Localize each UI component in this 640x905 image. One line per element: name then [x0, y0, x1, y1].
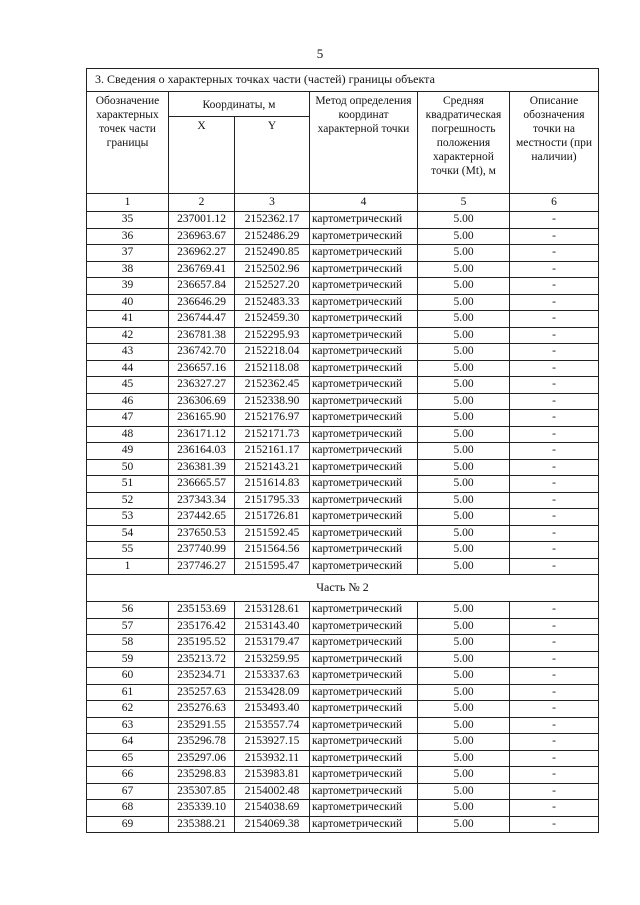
- point-id-cell: 55: [87, 542, 169, 559]
- error-cell: 5.00: [418, 509, 510, 526]
- description-cell: -: [510, 228, 599, 245]
- method-cell: картометрический: [310, 525, 418, 542]
- point-id-cell: 60: [87, 668, 169, 685]
- description-cell: -: [510, 800, 599, 817]
- point-id-cell: 66: [87, 767, 169, 784]
- error-cell: 5.00: [418, 701, 510, 718]
- method-cell: картометрический: [310, 701, 418, 718]
- x-coordinate-cell: 236164.03: [169, 443, 235, 460]
- table-row: [87, 344, 599, 361]
- error-cell: 5.00: [418, 377, 510, 394]
- y-coordinate-cell: 2153927.15: [235, 734, 310, 751]
- point-id-cell: 54: [87, 525, 169, 542]
- error-cell: 5.00: [418, 360, 510, 377]
- point-id-cell: 41: [87, 311, 169, 328]
- column-number: 4: [310, 194, 418, 212]
- table-row: [87, 278, 599, 295]
- method-cell: картометрический: [310, 783, 418, 800]
- y-coordinate-cell: 2153557.74: [235, 717, 310, 734]
- x-coordinate-cell: 235291.55: [169, 717, 235, 734]
- point-id-cell: 48: [87, 426, 169, 443]
- x-coordinate-cell: 237343.34: [169, 492, 235, 509]
- x-coordinate-cell: 236327.27: [169, 377, 235, 394]
- point-id-cell: 50: [87, 459, 169, 476]
- method-cell: картометрический: [310, 278, 418, 295]
- x-coordinate-cell: 235307.85: [169, 783, 235, 800]
- x-coordinate-cell: 235234.71: [169, 668, 235, 685]
- method-cell: картометрический: [310, 509, 418, 526]
- header-error: Средняя квадратическая погрешность положения характерной точки (Mt), м: [418, 92, 510, 194]
- y-coordinate-cell: 2152143.21: [235, 459, 310, 476]
- y-coordinate-cell: 2151795.33: [235, 492, 310, 509]
- point-id-cell: 63: [87, 717, 169, 734]
- description-cell: -: [510, 542, 599, 559]
- description-cell: -: [510, 509, 599, 526]
- y-coordinate-cell: 2151595.47: [235, 558, 310, 575]
- point-id-cell: 68: [87, 800, 169, 817]
- description-cell: -: [510, 525, 599, 542]
- error-cell: 5.00: [418, 294, 510, 311]
- x-coordinate-cell: 236962.27: [169, 245, 235, 262]
- description-cell: -: [510, 717, 599, 734]
- error-cell: 5.00: [418, 800, 510, 817]
- x-coordinate-cell: 236657.84: [169, 278, 235, 295]
- description-cell: -: [510, 278, 599, 295]
- header-point: Обозначение характерных точек части границы: [87, 92, 169, 194]
- method-cell: картометрический: [310, 750, 418, 767]
- error-cell: 5.00: [418, 245, 510, 262]
- y-coordinate-cell: 2154038.69: [235, 800, 310, 817]
- table-row: [87, 734, 599, 751]
- point-id-cell: 42: [87, 327, 169, 344]
- point-id-cell: 69: [87, 816, 169, 833]
- y-coordinate-cell: 2152502.96: [235, 261, 310, 278]
- description-cell: -: [510, 492, 599, 509]
- x-coordinate-cell: 235276.63: [169, 701, 235, 718]
- table-row: [87, 651, 599, 668]
- table-row: [87, 443, 599, 460]
- point-id-cell: 35: [87, 212, 169, 229]
- x-coordinate-cell: 236742.70: [169, 344, 235, 361]
- x-coordinate-cell: 236657.16: [169, 360, 235, 377]
- error-cell: 5.00: [418, 327, 510, 344]
- description-cell: -: [510, 426, 599, 443]
- x-coordinate-cell: 235388.21: [169, 816, 235, 833]
- y-coordinate-cell: 2152338.90: [235, 393, 310, 410]
- method-cell: картометрический: [310, 602, 418, 619]
- y-coordinate-cell: 2152486.29: [235, 228, 310, 245]
- point-id-cell: 39: [87, 278, 169, 295]
- column-numbers-row: [87, 194, 599, 212]
- part-2-title: Часть № 2: [87, 575, 599, 602]
- error-cell: 5.00: [418, 228, 510, 245]
- point-id-cell: 64: [87, 734, 169, 751]
- error-cell: 5.00: [418, 558, 510, 575]
- point-id-cell: 61: [87, 684, 169, 701]
- y-coordinate-cell: 2152218.04: [235, 344, 310, 361]
- description-cell: -: [510, 261, 599, 278]
- x-coordinate-cell: 235339.10: [169, 800, 235, 817]
- point-id-cell: 59: [87, 651, 169, 668]
- y-coordinate-cell: 2153259.95: [235, 651, 310, 668]
- error-cell: 5.00: [418, 311, 510, 328]
- description-cell: -: [510, 360, 599, 377]
- description-cell: -: [510, 245, 599, 262]
- y-coordinate-cell: 2153337.63: [235, 668, 310, 685]
- error-cell: 5.00: [418, 278, 510, 295]
- method-cell: картометрический: [310, 327, 418, 344]
- column-number: 6: [510, 194, 599, 212]
- description-cell: -: [510, 476, 599, 493]
- description-cell: -: [510, 750, 599, 767]
- description-cell: -: [510, 816, 599, 833]
- method-cell: картометрический: [310, 311, 418, 328]
- error-cell: 5.00: [418, 492, 510, 509]
- point-id-cell: 58: [87, 635, 169, 652]
- y-coordinate-cell: 2151614.83: [235, 476, 310, 493]
- description-cell: -: [510, 459, 599, 476]
- error-cell: 5.00: [418, 476, 510, 493]
- point-id-cell: 65: [87, 750, 169, 767]
- method-cell: картометрический: [310, 734, 418, 751]
- y-coordinate-cell: 2153983.81: [235, 767, 310, 784]
- point-id-cell: 52: [87, 492, 169, 509]
- x-coordinate-cell: 235257.63: [169, 684, 235, 701]
- x-coordinate-cell: 236306.69: [169, 393, 235, 410]
- x-coordinate-cell: 237740.99: [169, 542, 235, 559]
- method-cell: картометрический: [310, 443, 418, 460]
- table-row: [87, 701, 599, 718]
- y-coordinate-cell: 2153179.47: [235, 635, 310, 652]
- table-row: [87, 261, 599, 278]
- description-cell: -: [510, 668, 599, 685]
- error-cell: 5.00: [418, 212, 510, 229]
- method-cell: картометрический: [310, 717, 418, 734]
- x-coordinate-cell: 235297.06: [169, 750, 235, 767]
- description-cell: -: [510, 602, 599, 619]
- point-id-cell: 37: [87, 245, 169, 262]
- y-coordinate-cell: 2152490.85: [235, 245, 310, 262]
- method-cell: картометрический: [310, 294, 418, 311]
- column-number: 2: [169, 194, 235, 212]
- error-cell: 5.00: [418, 261, 510, 278]
- x-coordinate-cell: 236665.57: [169, 476, 235, 493]
- description-cell: -: [510, 767, 599, 784]
- method-cell: картометрический: [310, 344, 418, 361]
- y-coordinate-cell: 2153128.61: [235, 602, 310, 619]
- table-row: [87, 558, 599, 575]
- x-coordinate-cell: 235296.78: [169, 734, 235, 751]
- method-cell: картометрический: [310, 360, 418, 377]
- table-row: [87, 311, 599, 328]
- header-coordinates: Координаты, м: [169, 92, 310, 117]
- description-cell: -: [510, 783, 599, 800]
- x-coordinate-cell: 236963.67: [169, 228, 235, 245]
- y-coordinate-cell: 2152171.73: [235, 426, 310, 443]
- error-cell: 5.00: [418, 783, 510, 800]
- x-coordinate-cell: 235153.69: [169, 602, 235, 619]
- x-coordinate-cell: 236744.47: [169, 311, 235, 328]
- table-row: [87, 816, 599, 833]
- error-cell: 5.00: [418, 426, 510, 443]
- point-id-cell: 62: [87, 701, 169, 718]
- y-coordinate-cell: 2153143.40: [235, 618, 310, 635]
- y-coordinate-cell: 2153428.09: [235, 684, 310, 701]
- y-coordinate-cell: 2152176.97: [235, 410, 310, 427]
- x-coordinate-cell: 236769.41: [169, 261, 235, 278]
- method-cell: картометрический: [310, 261, 418, 278]
- method-cell: картометрический: [310, 410, 418, 427]
- method-cell: картометрический: [310, 426, 418, 443]
- description-cell: -: [510, 701, 599, 718]
- point-id-cell: 47: [87, 410, 169, 427]
- method-cell: картометрический: [310, 212, 418, 229]
- point-id-cell: 38: [87, 261, 169, 278]
- table-row: [87, 410, 599, 427]
- part-2-title-row: [87, 575, 599, 602]
- x-coordinate-cell: 235176.42: [169, 618, 235, 635]
- table-row: [87, 327, 599, 344]
- header-method: Метод определения координат характерной точки: [310, 92, 418, 194]
- table-row: [87, 717, 599, 734]
- header-row-1: [87, 92, 599, 117]
- point-id-cell: 53: [87, 509, 169, 526]
- table-row: [87, 542, 599, 559]
- point-id-cell: 45: [87, 377, 169, 394]
- description-cell: -: [510, 635, 599, 652]
- x-coordinate-cell: 235213.72: [169, 651, 235, 668]
- table-row: [87, 393, 599, 410]
- y-coordinate-cell: 2152362.17: [235, 212, 310, 229]
- point-id-cell: 57: [87, 618, 169, 635]
- table-row: [87, 294, 599, 311]
- error-cell: 5.00: [418, 651, 510, 668]
- method-cell: картометрический: [310, 668, 418, 685]
- table-row: [87, 245, 599, 262]
- x-coordinate-cell: 236781.38: [169, 327, 235, 344]
- point-id-cell: 51: [87, 476, 169, 493]
- table-row: [87, 618, 599, 635]
- header-description: Описание обозначения точки на местности (при наличии): [510, 92, 599, 194]
- method-cell: картометрический: [310, 635, 418, 652]
- error-cell: 5.00: [418, 635, 510, 652]
- column-number: 5: [418, 194, 510, 212]
- point-id-cell: 56: [87, 602, 169, 619]
- x-coordinate-cell: 236171.12: [169, 426, 235, 443]
- section-title-row: [87, 69, 599, 92]
- description-cell: -: [510, 410, 599, 427]
- x-coordinate-cell: 237746.27: [169, 558, 235, 575]
- method-cell: картометрический: [310, 767, 418, 784]
- description-cell: -: [510, 558, 599, 575]
- page-number: 5: [316, 46, 324, 61]
- y-coordinate-cell: 2152118.08: [235, 360, 310, 377]
- description-cell: -: [510, 734, 599, 751]
- y-coordinate-cell: 2154069.38: [235, 816, 310, 833]
- method-cell: картометрический: [310, 228, 418, 245]
- table-row: [87, 800, 599, 817]
- y-coordinate-cell: 2152161.17: [235, 443, 310, 460]
- table-row: [87, 668, 599, 685]
- table-row: [87, 509, 599, 526]
- error-cell: 5.00: [418, 525, 510, 542]
- method-cell: картометрический: [310, 651, 418, 668]
- error-cell: 5.00: [418, 717, 510, 734]
- table-row: [87, 525, 599, 542]
- x-coordinate-cell: 235195.52: [169, 635, 235, 652]
- error-cell: 5.00: [418, 767, 510, 784]
- description-cell: -: [510, 443, 599, 460]
- table-row: [87, 783, 599, 800]
- table-row: [87, 212, 599, 229]
- description-cell: -: [510, 684, 599, 701]
- x-coordinate-cell: 237442.65: [169, 509, 235, 526]
- table-row: [87, 684, 599, 701]
- y-coordinate-cell: 2153932.11: [235, 750, 310, 767]
- error-cell: 5.00: [418, 618, 510, 635]
- x-coordinate-cell: 236165.90: [169, 410, 235, 427]
- table-row: [87, 492, 599, 509]
- error-cell: 5.00: [418, 668, 510, 685]
- error-cell: 5.00: [418, 816, 510, 833]
- point-id-cell: 49: [87, 443, 169, 460]
- y-coordinate-cell: 2152362.45: [235, 377, 310, 394]
- error-cell: 5.00: [418, 734, 510, 751]
- point-id-cell: 1: [87, 558, 169, 575]
- table-row: [87, 635, 599, 652]
- point-id-cell: 40: [87, 294, 169, 311]
- point-id-cell: 67: [87, 783, 169, 800]
- method-cell: картометрический: [310, 393, 418, 410]
- method-cell: картометрический: [310, 377, 418, 394]
- error-cell: 5.00: [418, 393, 510, 410]
- y-coordinate-cell: 2152483.33: [235, 294, 310, 311]
- error-cell: 5.00: [418, 344, 510, 361]
- table-row: [87, 360, 599, 377]
- point-id-cell: 36: [87, 228, 169, 245]
- y-coordinate-cell: 2152527.20: [235, 278, 310, 295]
- x-coordinate-cell: 235298.83: [169, 767, 235, 784]
- error-cell: 5.00: [418, 443, 510, 460]
- table-row: [87, 426, 599, 443]
- error-cell: 5.00: [418, 542, 510, 559]
- header-y: Y: [235, 117, 310, 194]
- method-cell: картометрический: [310, 459, 418, 476]
- description-cell: -: [510, 377, 599, 394]
- section-title: 3. Сведения о характерных точках части (частей) границы объекта: [87, 69, 599, 92]
- table-row: [87, 377, 599, 394]
- table-row: [87, 228, 599, 245]
- column-number: 3: [235, 194, 310, 212]
- table-row: [87, 750, 599, 767]
- y-coordinate-cell: 2151592.45: [235, 525, 310, 542]
- header-x: X: [169, 117, 235, 194]
- description-cell: -: [510, 651, 599, 668]
- point-id-cell: 46: [87, 393, 169, 410]
- description-cell: -: [510, 344, 599, 361]
- table-row: [87, 476, 599, 493]
- table-row: [87, 767, 599, 784]
- point-id-cell: 43: [87, 344, 169, 361]
- x-coordinate-cell: 237001.12: [169, 212, 235, 229]
- y-coordinate-cell: 2154002.48: [235, 783, 310, 800]
- method-cell: картометрический: [310, 816, 418, 833]
- method-cell: картометрический: [310, 476, 418, 493]
- y-coordinate-cell: 2152459.30: [235, 311, 310, 328]
- method-cell: картометрический: [310, 618, 418, 635]
- x-coordinate-cell: 237650.53: [169, 525, 235, 542]
- coordinates-table: [86, 68, 599, 833]
- table-row: [87, 459, 599, 476]
- method-cell: картометрический: [310, 558, 418, 575]
- method-cell: картометрический: [310, 800, 418, 817]
- y-coordinate-cell: 2151726.81: [235, 509, 310, 526]
- method-cell: картометрический: [310, 542, 418, 559]
- table-row: [87, 602, 599, 619]
- error-cell: 5.00: [418, 410, 510, 427]
- description-cell: -: [510, 311, 599, 328]
- error-cell: 5.00: [418, 602, 510, 619]
- column-number: 1: [87, 194, 169, 212]
- description-cell: -: [510, 393, 599, 410]
- description-cell: -: [510, 327, 599, 344]
- point-id-cell: 44: [87, 360, 169, 377]
- y-coordinate-cell: 2153493.40: [235, 701, 310, 718]
- y-coordinate-cell: 2152295.93: [235, 327, 310, 344]
- error-cell: 5.00: [418, 684, 510, 701]
- x-coordinate-cell: 236381.39: [169, 459, 235, 476]
- description-cell: -: [510, 618, 599, 635]
- method-cell: картометрический: [310, 684, 418, 701]
- x-coordinate-cell: 236646.29: [169, 294, 235, 311]
- description-cell: -: [510, 294, 599, 311]
- method-cell: картометрический: [310, 492, 418, 509]
- error-cell: 5.00: [418, 459, 510, 476]
- y-coordinate-cell: 2151564.56: [235, 542, 310, 559]
- description-cell: -: [510, 212, 599, 229]
- method-cell: картометрический: [310, 245, 418, 262]
- error-cell: 5.00: [418, 750, 510, 767]
